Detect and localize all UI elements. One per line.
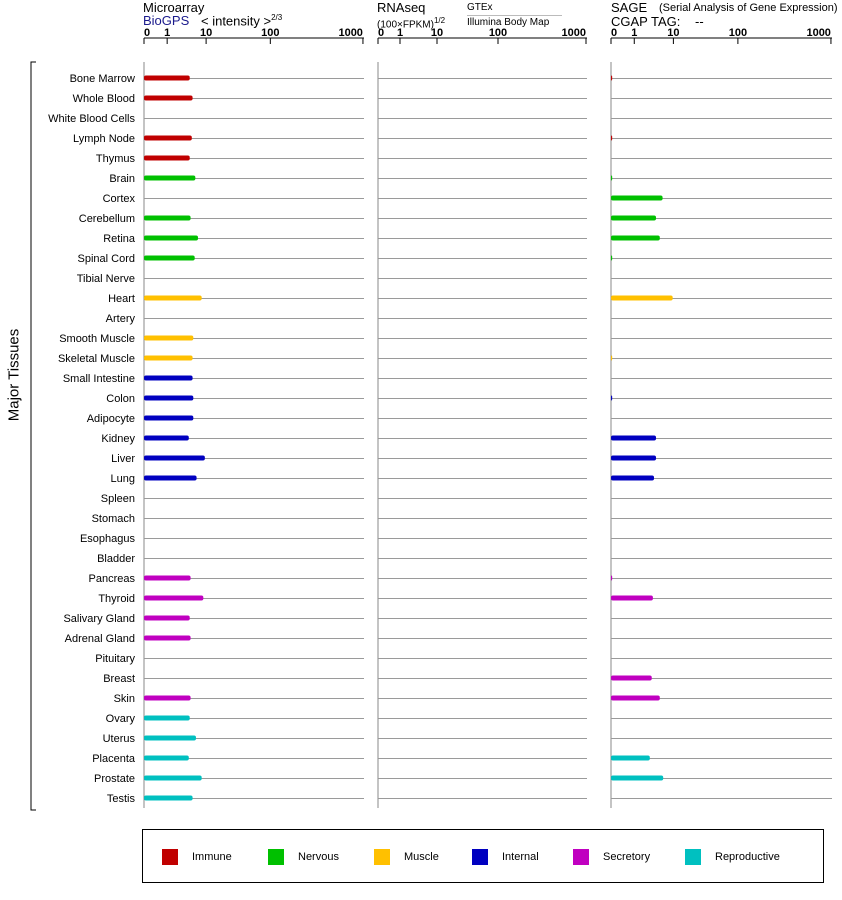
microarray-bar [144,476,197,481]
rnaseq-tick-label: 1 [396,27,404,39]
sage-subtitle: (Serial Analysis of Gene Expression) [659,2,838,14]
microarray-bar [144,176,195,181]
microarray-bar [144,76,190,81]
legend-label: Muscle [404,851,439,863]
tissue-label: Esophagus [79,533,135,545]
sage-bar [611,136,612,141]
legend-swatch [268,849,284,865]
tissue-label: Skin [113,693,135,705]
sage-tick-label: 100 [728,27,748,39]
microarray-bar [144,576,191,581]
sage-tick-label: 1000 [806,27,831,39]
microarray-bar [144,636,191,641]
microarray-tick-label: 100 [261,27,280,39]
tissue-label: Pancreas [88,573,135,585]
sage-bar [611,216,656,221]
legend-item-muscle [374,849,439,865]
microarray-bar [144,416,193,421]
legend-swatch [374,849,390,865]
legend-swatch [472,849,488,865]
microarray-bar [144,736,196,741]
tissue-label: Uterus [102,733,135,745]
tissue-label: Tibial Nerve [76,273,135,285]
tissue-label: Lung [110,473,135,485]
tissue-label: Spinal Cord [77,253,135,265]
tissue-label: Breast [103,673,135,685]
rnaseq-source-gtex: GTEx [467,2,493,13]
sage-bar [611,76,612,81]
sage-bar [611,356,612,361]
tissue-label: Liver [111,453,135,465]
microarray-bar [144,296,202,301]
microarray-bar [144,356,193,361]
microarray-tick-label: 0 [144,27,151,39]
tissue-label: Cerebellum [78,213,135,225]
tissue-label: Artery [105,313,135,325]
tissue-label: Smooth Muscle [59,333,135,345]
microarray-bar [144,96,193,101]
tissue-label: Thymus [95,153,135,165]
microarray-source: BioGPS [143,13,190,28]
legend-swatch [573,849,589,865]
rnaseq-source-divider [467,15,562,16]
rnaseq-tick-label: 10 [430,27,444,39]
legend-item-internal [472,849,539,865]
tissue-label: Prostate [94,773,135,785]
tissue-label: Lymph Node [73,133,135,145]
sage-bar [611,456,656,461]
microarray-bar [144,236,198,241]
tissue-label: White Blood Cells [48,113,135,125]
tissue-label: Pituitary [95,653,135,665]
tissue-label: Whole Blood [72,93,135,105]
tissue-label: Testis [106,793,135,805]
rnaseq-tick-label: 100 [488,27,508,39]
legend-swatch [685,849,701,865]
tissue-label: Salivary Gland [63,613,135,625]
tissue-label: Adrenal Gland [64,633,135,645]
microarray-bar [144,596,203,601]
microarray-tick-label: 1 [164,27,171,39]
legend [142,829,824,883]
tissue-label: Spleen [100,493,135,505]
sage-tag-label: CGAP TAG: [611,14,681,29]
tissue-label: Adipocyte [86,413,135,425]
microarray-bar [144,696,191,701]
tissue-label: Skeletal Muscle [57,353,135,365]
tissue-label: Cortex [102,193,135,205]
sage-tick-label: 1 [631,27,638,39]
tissue-label: Heart [108,293,135,305]
sage-bar [611,176,612,181]
tissue-label: Bladder [97,553,135,565]
sage-title: SAGE [611,0,648,15]
microarray-bar [144,396,193,401]
tissue-label: Retina [103,233,135,245]
legend-label: Immune [192,851,232,863]
microarray-tick-label: 1000 [338,27,363,39]
tissue-label: Brain [109,173,135,185]
microarray-bar [144,436,189,441]
sage-bar [611,296,673,301]
tissue-label: Ovary [105,713,135,725]
tissue-label: Stomach [91,513,135,525]
sage-bar [611,256,612,261]
microarray-bar [144,616,190,621]
microarray-bar [144,216,191,221]
sage-bar [611,756,650,761]
tissue-bracket [31,62,36,810]
rnaseq-title: RNAseq [377,0,426,15]
microarray-bar [144,456,205,461]
tissue-label: Kidney [101,433,135,445]
legend-swatch [162,849,178,865]
sage-bar [611,196,663,201]
legend-label: Nervous [298,851,339,863]
microarray-title: Microarray [143,0,205,15]
sage-bar [611,476,654,481]
legend-item-nervous [268,849,339,865]
tissue-label: Bone Marrow [69,73,135,85]
sage-bar [611,236,660,241]
tissue-label: Colon [106,393,135,405]
microarray-bar [144,716,190,721]
legend-item-reproductive [685,849,780,865]
legend-item-immune [162,849,232,865]
sage-bar [611,396,612,401]
microarray-bar [144,336,193,341]
sage-bar [611,576,612,581]
sage-bar [611,596,653,601]
sage-bar [611,676,652,681]
microarray-bar [144,796,193,801]
microarray-bar [144,256,195,261]
y-axis-label: Major Tissues [5,328,23,422]
rnaseq-unit: (100×FPKM)$^{1/2}$ [377,16,446,31]
sage-bar [611,696,660,701]
microarray-bar [144,776,202,781]
microarray-bar [144,756,189,761]
legend-label: Reproductive [715,851,780,863]
microarray-tick-label: 10 [199,27,213,39]
microarray-bar [144,376,193,381]
microarray-bar [144,156,190,161]
tissue-label: Thyroid [98,593,135,605]
sage-bar [611,436,656,441]
tissue-label: Placenta [92,753,135,765]
microarray-unit: < intensity >$^{2/3}$ [201,13,283,29]
sage-tick-label: 10 [667,27,680,39]
legend-item-secretory [573,849,650,865]
legend-label: Internal [502,851,539,863]
rnaseq-tick-label: 1000 [561,27,586,39]
sage-tick-label: 0 [611,27,618,39]
sage-bar [611,776,663,781]
sage-tag-value: -- [695,14,704,29]
tissue-label: Small Intestine [62,373,135,385]
rnaseq-source-ibm: Illumina Body Map [467,17,550,28]
rnaseq-tick-label: 0 [378,27,385,39]
legend-label: Secretory [603,851,651,863]
microarray-bar [144,136,192,141]
